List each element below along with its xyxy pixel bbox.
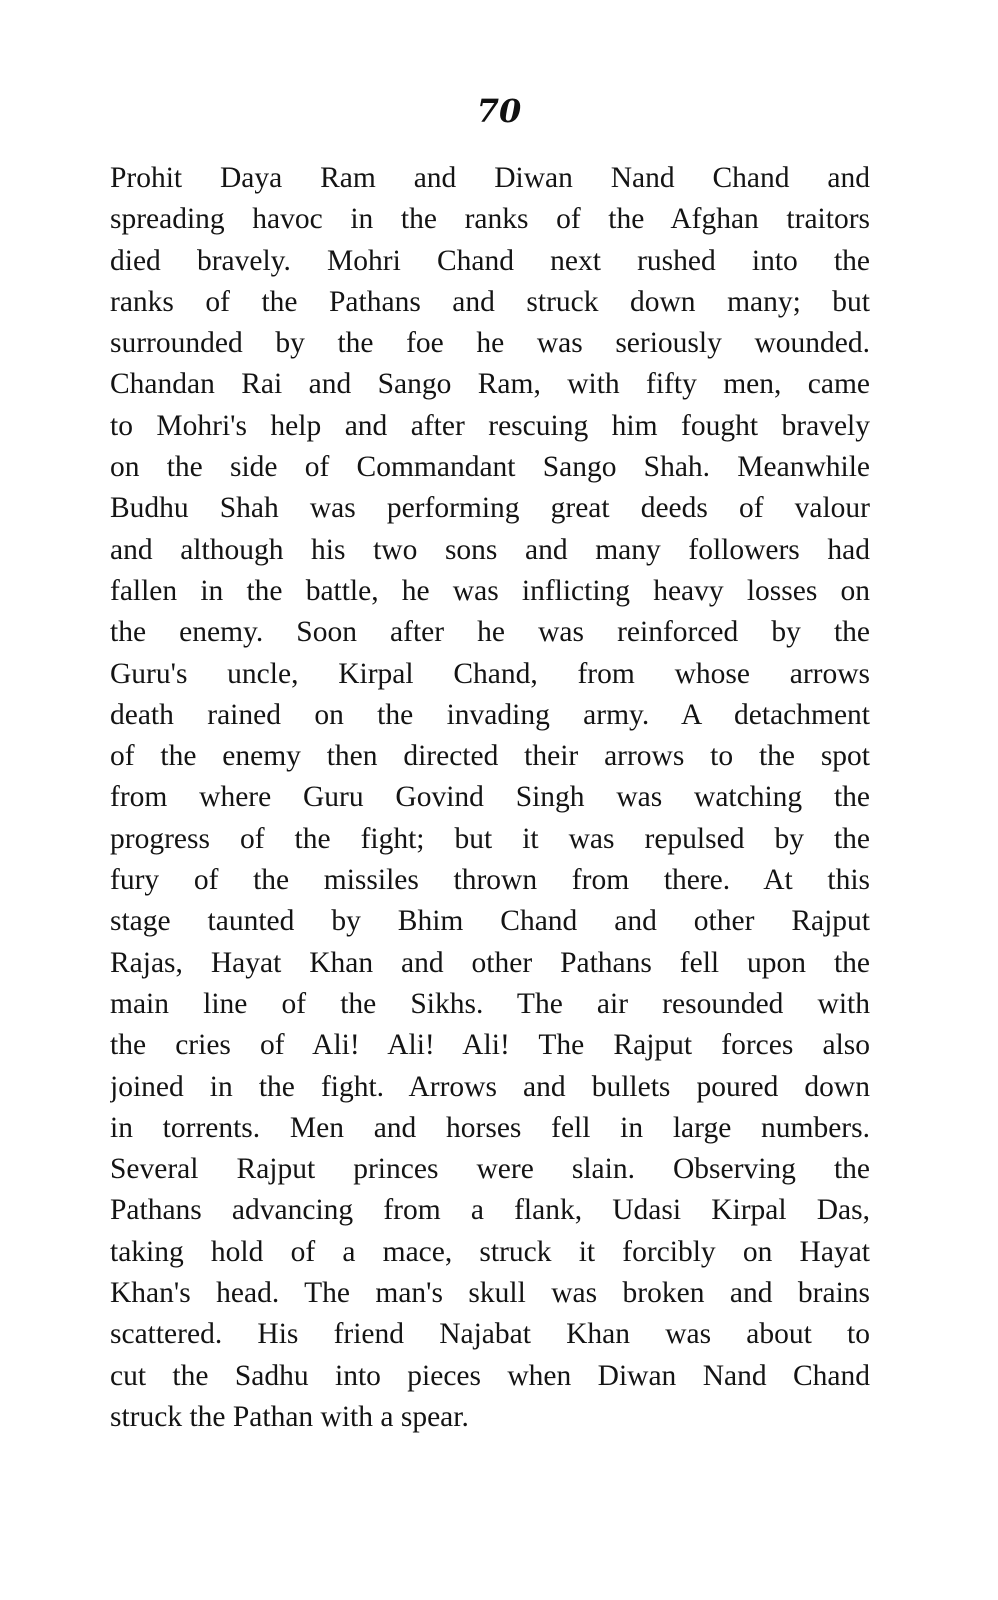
text-line: stage taunted by Bhim Chand and other Rajput: [110, 905, 870, 938]
text-line: on the side of Commandant Sango Shah. Meanwhile: [110, 451, 870, 484]
text-line: to Mohri's help and after rescuing him fought bravely: [110, 409, 870, 442]
text-line: Prohit Daya Ram and Diwan Nand Chand and: [110, 162, 870, 194]
text-line: surrounded by the foe he was seriously wounded.: [110, 327, 870, 360]
text-line: fury of the missiles thrown from there. At this: [110, 864, 870, 897]
page-number: 70: [476, 92, 522, 130]
text-line: Pathans advancing from a flank, Udasi Kirpal Das,: [110, 1194, 870, 1227]
text-line: Khan's head. The man's skull was broken and brains: [110, 1277, 870, 1310]
text-line: the cries of Ali! Ali! Ali! The Rajput forces also: [110, 1029, 870, 1062]
text-line: in torrents. Men and horses fell in large numbers.: [110, 1111, 870, 1144]
text-line: Several Rajput princes were slain. Observing the: [110, 1153, 870, 1186]
text-line: ranks of the Pathans and struck down many; but: [110, 285, 870, 318]
text-line: from where Guru Govind Singh was watching the: [110, 781, 870, 814]
text-line: the enemy. Soon after he was reinforced by the: [110, 616, 870, 649]
text-line: of the enemy then directed their arrows to the spot: [110, 740, 870, 773]
text-line: died bravely. Mohri Chand next rushed into the: [110, 244, 870, 277]
text-line: progress of the fight; but it was repulsed by the: [110, 822, 870, 855]
text-line: Budhu Shah was performing great deeds of valour: [110, 492, 870, 525]
text-line: and although his two sons and many followers had: [110, 533, 870, 566]
text-line: taking hold of a mace, struck it forcibly on Hayat: [110, 1235, 870, 1268]
text-line: Rajas, Hayat Khan and other Pathans fell upon the: [110, 946, 870, 979]
text-line: joined in the fight. Arrows and bullets poured down: [110, 1070, 870, 1103]
body-text: [110, 158, 870, 1438]
text-line: main line of the Sikhs. The air resounded with: [110, 987, 870, 1020]
text-line: death rained on the invading army. A detachment: [110, 698, 870, 731]
text-line: fallen in the battle, he was inflicting heavy losses on: [110, 574, 870, 607]
text-line-last: struck the Pathan with a spear.: [110, 1400, 469, 1433]
text-line: cut the Sadhu into pieces when Diwan Nand Chand: [110, 1359, 870, 1392]
text-line: Guru's uncle, Kirpal Chand, from whose arrows: [110, 657, 870, 690]
text-line: Chandan Rai and Sango Ram, with fifty men, came: [110, 368, 870, 401]
text-line: scattered. His friend Najabat Khan was about to: [110, 1318, 870, 1351]
text-line: spreading havoc in the ranks of the Afghan traitors: [110, 203, 870, 236]
